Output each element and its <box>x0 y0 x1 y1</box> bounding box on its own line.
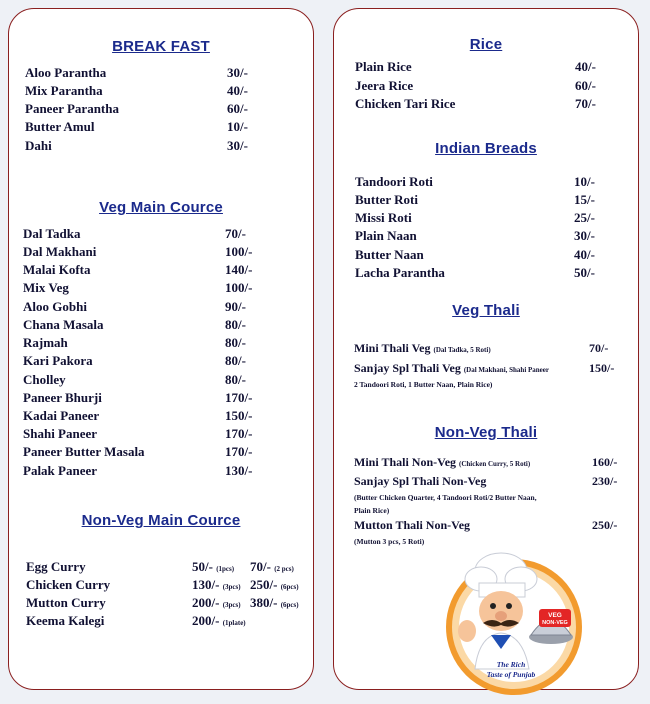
breakfast-heading: BREAK FAST <box>112 38 210 55</box>
thali-description: Plain Rice) <box>354 506 390 515</box>
thali-description: 2 Tandoori Roti, 1 Butter Naan, Plain Rice) <box>354 380 493 389</box>
veg-thali-heading: Veg Thali <box>452 302 520 319</box>
logo-tagline-2: Taste of Punjab <box>486 670 536 679</box>
right-menu-panel: Rice Plain Rice 40/- Jeera Rice 60/- Chicken Tari Rice 70/- Indian Breads Tandoori Roti 10/- Butter Roti 15/- Missi Roti 25/- Plain Naan 30/- Butter Naan 40/- Lacha Parantha 50/- Veg Thali Mini Thali Veg (Dal Tadka, 5 Roti) 70/- Sanjay Spl Thali Veg (Dal Makhani, Shahi Paneer 150/- 2 Tandoori Roti, 1 Butter Naan, Plain Rice) Non-Veg Thali Mini Thali Non-Veg (Chicken Curry, 5 Roti) 160/- Sanjay Spl Thali Non-Veg 230/- (Butter Chicken Quarter, 4 Tandoori Roti/2 Butter Naan, Plain Rice) Mutton Thali Non-Veg 250/- (Mutton 3 pcs, 5 Roti) VEG NON-VEG The Rich Taste of Punjab <box>333 8 639 690</box>
badge-line-2: NON-VEG <box>542 620 568 626</box>
badge-line-1: VEG <box>548 612 562 619</box>
thali-description: (Butter Chicken Quarter, 4 Tandoori Roti/2 Butter Naan, <box>354 493 537 502</box>
rice-heading: Rice <box>469 36 503 53</box>
breads-heading: Indian Breads <box>435 140 537 157</box>
veg-main-heading: Veg Main Cource <box>99 199 223 216</box>
chef-logo <box>439 549 589 699</box>
thali-description: (Mutton 3 pcs, 5 Roti) <box>354 537 425 546</box>
logo-tagline-1: The Rich <box>496 660 526 669</box>
chef-illustration-icon <box>439 549 589 699</box>
left-menu-panel: BREAK FAST Aloo Parantha 30/- Mix Parantha 40/- Paneer Parantha 60/- Butter Amul 10/- Dahi 30/- Veg Main Cource Dal Tadka 70/- Dal Makhani 100/- Malai Kofta 140/- Mix Veg 100/- Aloo Gobhi 90/- Chana Masala 80/- Rajmah 80/- Kari Pakora 80/- Cholley 80/- Paneer Bhurji 170/- Kadai Paneer 150/- Shahi Paneer 170/- Paneer Butter Masala 170/- Palak Paneer 130/- Non-Veg Main Cource Egg Curry 50/- (1pcs) 70/- (2 pcs) Chicken Curry 130/- (3pcs) 250/- (6pcs) Mutton Curry 200/- (3pcs) 380/- (6pcs) Keema Kalegi 200/- (1plate) <box>8 8 314 690</box>
nonveg-thali-heading: Non-Veg Thali <box>434 424 538 441</box>
nonveg-main-heading: Non-Veg Main Cource <box>81 512 241 529</box>
